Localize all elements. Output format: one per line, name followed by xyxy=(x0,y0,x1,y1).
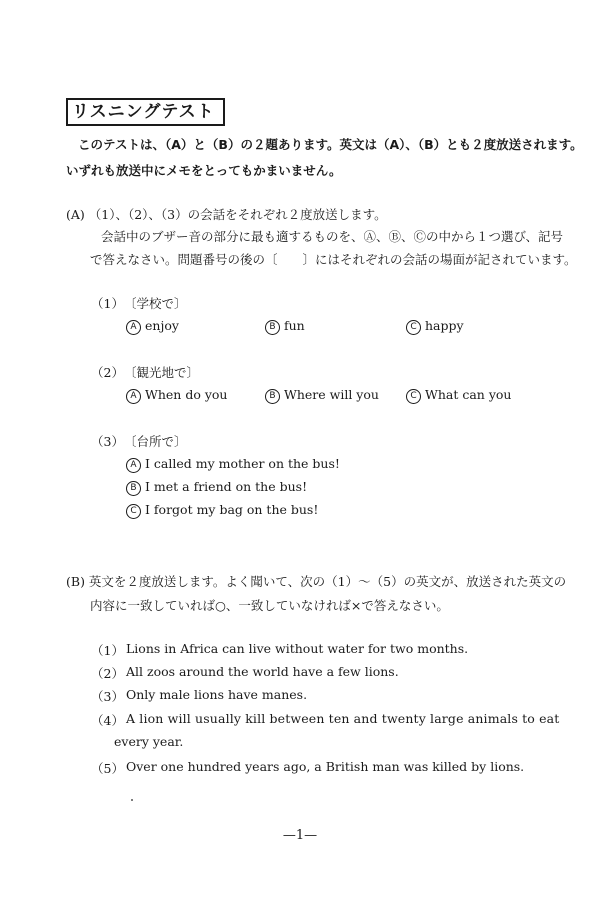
option-text: enjoy xyxy=(145,318,179,333)
part-b-heading: (B) 英文を２度放送します。よく聞いて、次の（1）～（5）の英文が、放送された英文の xyxy=(66,574,567,589)
statement-number: （3） xyxy=(91,689,124,704)
option-marker-a-icon: A xyxy=(126,389,141,404)
intro-line-1: このテストは、（A）と（B）の２題あります。英文は（A）、（B）とも２度放送されます。 xyxy=(78,137,583,152)
option-text: I forgot my bag on the bus! xyxy=(145,502,319,517)
option-b[interactable] xyxy=(126,479,307,496)
statement-number: （1） xyxy=(91,643,124,658)
option-text: fun xyxy=(284,318,305,333)
option-marker-a-icon: A xyxy=(126,458,141,473)
print-speck xyxy=(131,799,133,801)
statement-number: （4） xyxy=(91,713,124,728)
option-a[interactable] xyxy=(126,387,227,404)
option-text: happy xyxy=(425,318,464,333)
option-marker-c-icon: C xyxy=(406,320,421,335)
statement-text: All zoos around the world have a few lions. xyxy=(126,664,399,679)
intro-line-2: いずれも放送中にメモをとってもかまいません。 xyxy=(66,163,342,178)
question-number: （3） xyxy=(91,434,124,449)
option-text: What can you xyxy=(425,387,512,402)
option-c[interactable] xyxy=(126,502,318,519)
statement-continuation: every year. xyxy=(114,734,184,749)
option-marker-c-icon: C xyxy=(406,389,421,404)
page-number: —1— xyxy=(282,828,318,843)
option-text: I called my mother on the bus! xyxy=(145,456,340,471)
option-marker-c-icon: C xyxy=(126,504,141,519)
statement-number: （5） xyxy=(91,761,124,776)
question-number: （1） xyxy=(91,296,124,311)
option-c[interactable] xyxy=(406,387,511,404)
part-a-heading: (A) （1）、（2）、（3）の会話をそれぞれ２度放送します。 xyxy=(66,207,387,222)
option-marker-a-icon: A xyxy=(126,320,141,335)
question-number: （2） xyxy=(91,365,124,380)
option-marker-b-icon: B xyxy=(265,320,280,335)
option-text: I met a friend on the bus! xyxy=(145,479,308,494)
option-b[interactable] xyxy=(265,387,379,404)
part-a-instruction-1: 会話中のブザー音の部分に最も適するものを、Ⓐ、Ⓑ、Ⓒの中から１つ選び、記号 xyxy=(101,229,564,244)
option-a[interactable] xyxy=(126,456,340,473)
option-a[interactable] xyxy=(126,318,179,335)
question-scene: 〔台所で〕 xyxy=(124,434,187,449)
option-marker-b-icon: B xyxy=(126,481,141,496)
section-title: リスニングテスト xyxy=(66,98,225,126)
part-b-heading-2: 内容に一致していれば○、一致していなければ×で答えなさい。 xyxy=(90,598,449,613)
question-scene: 〔学校で〕 xyxy=(124,296,187,311)
statement-number: （2） xyxy=(91,666,124,681)
option-text: When do you xyxy=(145,387,228,402)
part-a-instruction-2: で答えなさい。問題番号の後の〔 〕にはそれぞれの会話の場面が記されています。 xyxy=(90,252,577,267)
statement-text: Lions in Africa can live without water for two months. xyxy=(126,641,469,656)
statement-text: A lion will usually kill between ten and twenty large animals to eat xyxy=(126,711,560,726)
option-text: Where will you xyxy=(284,387,379,402)
statement-text: Only male lions have manes. xyxy=(126,687,308,702)
option-marker-b-icon: B xyxy=(265,389,280,404)
statement-text: Over one hundred years ago, a British man was killed by lions. xyxy=(126,759,525,774)
option-b[interactable] xyxy=(265,318,305,335)
option-c[interactable] xyxy=(406,318,464,335)
question-scene: 〔観光地で〕 xyxy=(124,365,200,380)
